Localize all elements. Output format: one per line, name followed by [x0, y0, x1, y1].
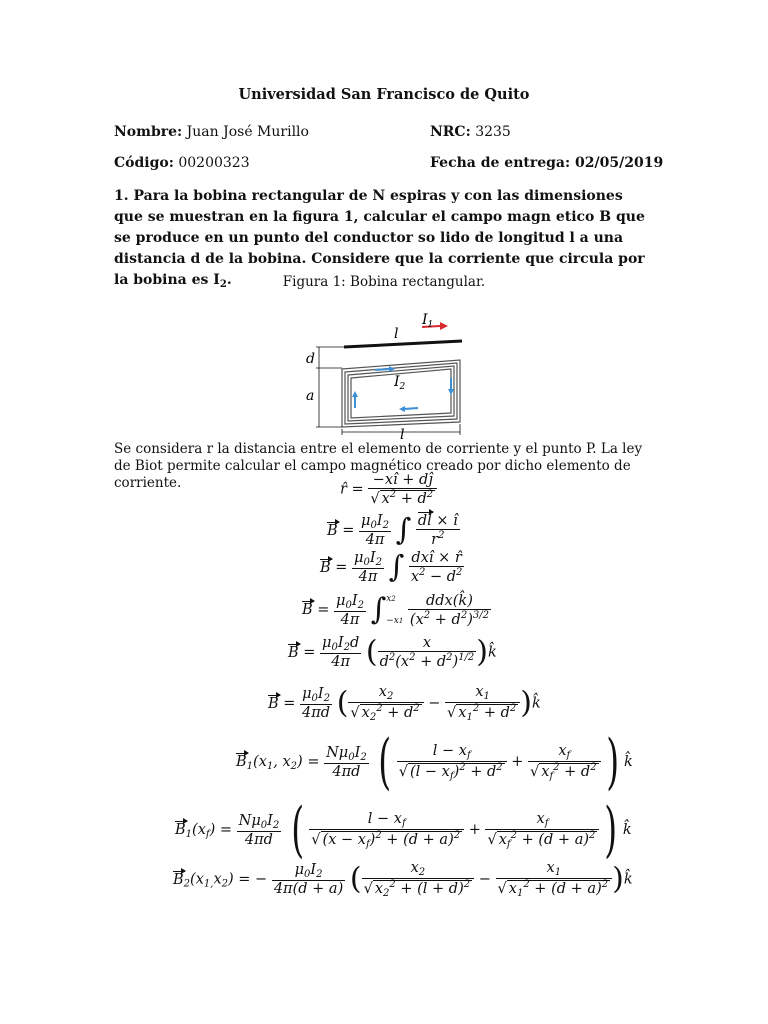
codigo-row: [114, 155, 250, 171]
nombre-row: [114, 124, 309, 140]
coil-loops: [342, 360, 460, 427]
coil-figure: [300, 305, 490, 440]
equation-b-integral-3: B = $\frac{\mu_0I_2}{4\pi}$ ∫ x2 −x1 $\frac{\text{ddx(k̂)}}{(x^2 + d^2)^{3/2}}$: [302, 592, 489, 628]
equation-b2-x1-x2: $B_2(x_{1,}x_2)$ = − $\frac{\mu_0I_2}{4\pi(d + a)}$ ( $\frac{x_2}{√ x_2^2 + (l + d)^2}$ − $\frac{x_1}{√ x_1^2 + (d + a)^2}$ )k̂: [173, 860, 633, 899]
label-d: d: [306, 351, 315, 367]
codigo-value: 00200323: [178, 155, 250, 171]
label-l-bottom: l: [400, 427, 405, 440]
figure-caption: Figura 1: Bobina rectangular.: [282, 274, 486, 290]
label-a: a: [306, 388, 315, 404]
label-l-top: l: [394, 326, 399, 342]
equation-b-integral-1: B = $\frac{\mu_0I_2}{4\pi}$ ∫ $\frac{dl \times î}{r^2}$: [327, 512, 458, 548]
nrc-label: NRC:: [430, 124, 471, 140]
equation-b1-xf: $B_1(x_f)$ = $\frac{N\mu_0I_2}{4\pi d}$ ( $\frac{l - x_f}{√ (x - x_f)^2 + (d + a)^2}$ + $\frac{x_f}{√ x_f^2 + (d + a)^2}$ ) k̂: [175, 795, 632, 865]
nombre-label: Nombre:: [114, 124, 183, 140]
fecha-label: Fecha de entrega: 02/05/2019: [430, 155, 664, 171]
label-i2: $I_2$: [394, 374, 406, 392]
blue-arrow-up: [352, 391, 358, 397]
fecha-row: [430, 155, 663, 171]
label-i1: $I_1$: [422, 312, 434, 330]
equation-b-integral-2: B = $\frac{\mu_0I_2}{4\pi}$ ∫ $\frac{\text{dxî × r̂}}{x^2 - d^2}$: [320, 549, 463, 585]
equation-b-result-1: B = $\frac{\mu_0I_2d}{4\pi}$ ( $\frac{x}{d^2(x^2 + d^2)^{1/2}}$ )k̂: [288, 634, 497, 670]
page-title: Universidad San Francisco de Quito: [238, 86, 530, 103]
nombre-value: Juan José Murillo: [186, 124, 309, 140]
nrc-row: [430, 124, 511, 140]
codigo-label: Código:: [114, 155, 174, 171]
conductor-line: [344, 341, 462, 347]
blue-arrow-down: [448, 389, 454, 395]
intro-paragraph: Se considera r la distancia entre el elemento de corriente y el punto P. La ley de Biot permite calcular el campo magnético creado por dicho elemento de corriente.: [114, 441, 643, 491]
equation-b1-x1-x2: $B_1(x_1$, $x_2$) = $\frac{N\mu_0I_2}{4\pi d}$ ( $\frac{l - x_f}{√ (l - x_f)^2 + d^2}$ + $\frac{x_f}{√ x_f^2 + d^2}$ ) k̂: [236, 727, 633, 797]
problem-statement: 1. Para la bobina rectangular de N espiras y con las dimensiones que se muestran en la figura 1, calcular el campo magn etico B que se produce en un punto del conductor so lido de longitud l a una distancia d de la bobina. Considere que la corriente que circula por la bobina es $I_2$.: [114, 188, 645, 290]
nrc-value: 3235: [475, 124, 511, 140]
current-arrow-red-head: [440, 322, 448, 330]
equation-r-hat: r̂ = $\frac{-xî + dĵ}{√ x^2 + d^2}$: [340, 472, 437, 507]
blue-arrow-left: [399, 406, 405, 412]
equation-b-result-2: B = $\frac{\mu_0I_2}{4\pi d}$ ( $\frac{x_2}{√ x_2^2 + d^2}$ − $\frac{x_1}{√ x_1^2 + d^2}$ )k̂: [268, 684, 541, 723]
